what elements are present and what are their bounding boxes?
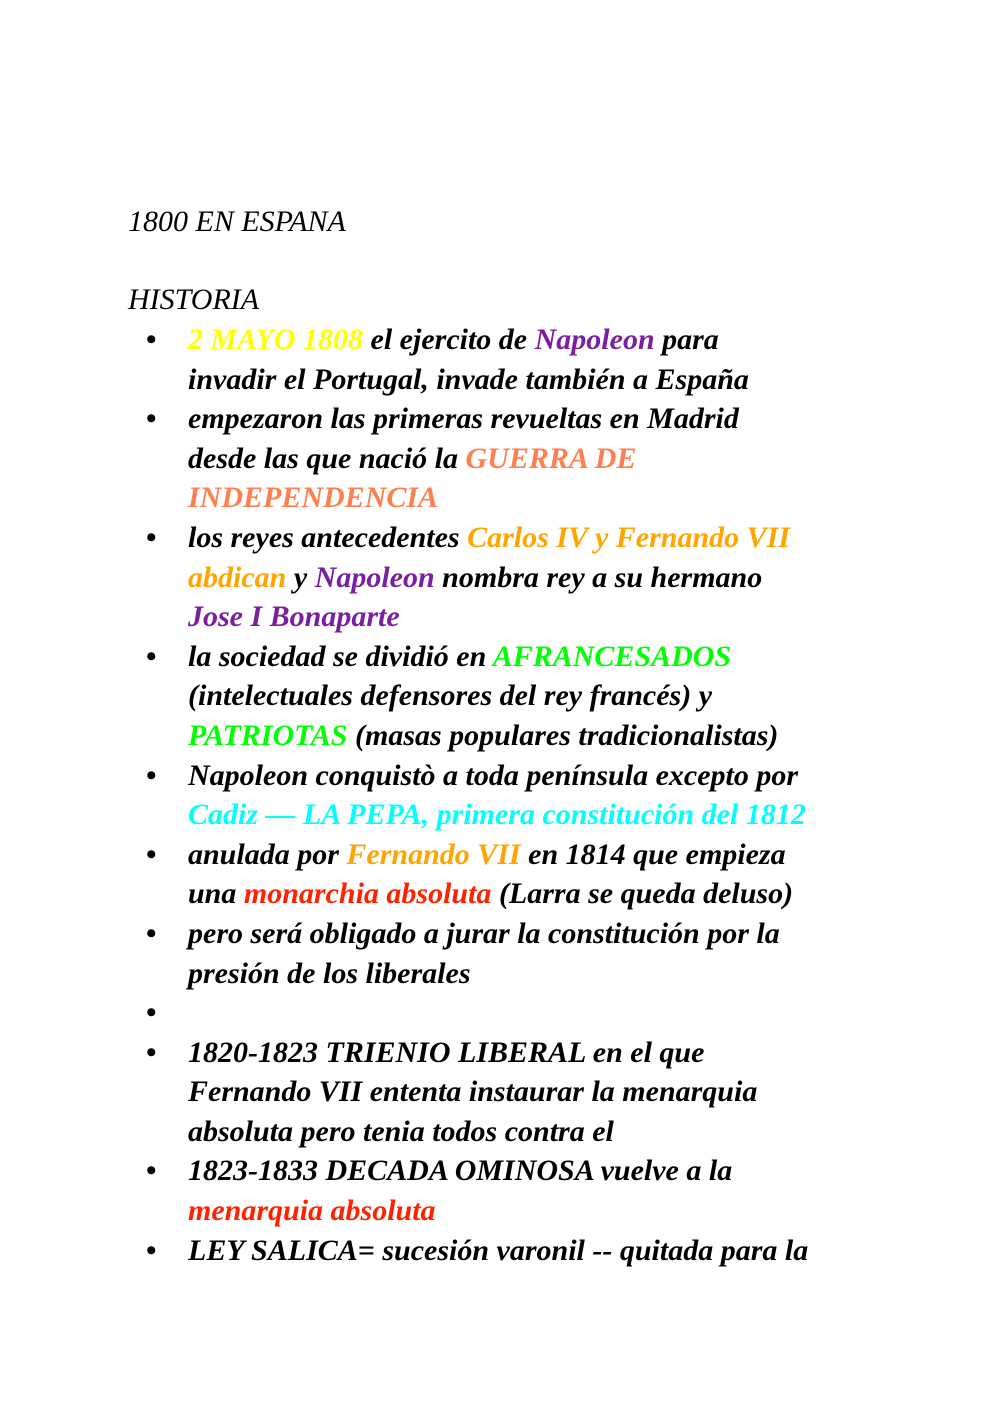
text-segment: la sociedad se dividió en <box>188 639 493 673</box>
bullet-marker-icon: • <box>146 1233 157 1267</box>
bullet-line <box>188 1072 940 1112</box>
text-segment: INDEPENDENCIA <box>188 481 439 515</box>
text-segment: empezaron las primeras revueltas en Madrid <box>188 402 739 436</box>
text-segment: Carlos IV y Fernando VII <box>467 520 790 554</box>
bullet-item <box>0 835 1000 914</box>
bullet-line <box>188 518 940 558</box>
text-segment: GUERRA DE <box>465 441 637 475</box>
text-segment: pero será obligado a jurar la constitución por la <box>188 916 780 950</box>
text-segment: Cadiz — LA PEPA, primera constitución del 1812 <box>188 798 806 832</box>
bullet-marker-icon: • <box>146 402 157 436</box>
bullet-item <box>0 914 1000 993</box>
text-segment: y <box>286 560 315 594</box>
text-segment: monarchia absoluta <box>243 877 492 911</box>
text-segment: 1820-1823 TRIENIO LIBERAL en el que <box>188 1035 705 1069</box>
text-segment: 2 MAYO 1808 <box>188 323 364 356</box>
text-segment: el ejercito de <box>363 323 535 356</box>
text-segment: 1823-1833 DECADA OMINOSA vuelve a la <box>188 1154 733 1188</box>
section-heading-historia: HISTORIA <box>128 283 260 316</box>
bullet-line <box>188 1033 940 1073</box>
bullet-line <box>188 1191 940 1231</box>
bullet-line <box>188 914 940 954</box>
bullet-marker-icon: • <box>146 837 157 871</box>
text-segment: Jose I Bonaparte <box>188 600 400 634</box>
bullet-item <box>0 1151 1000 1230</box>
bullet-line <box>188 1151 940 1191</box>
bullet-marker-icon: • <box>146 520 157 554</box>
bullet-line <box>188 993 940 1033</box>
bullet-line <box>188 320 940 360</box>
bullet-line <box>188 637 940 677</box>
bullet-item <box>0 399 1000 518</box>
text-segment: (masas populares tradicionalistas) <box>347 718 779 752</box>
bullet-line <box>188 1231 940 1271</box>
bullet-line <box>188 558 940 598</box>
text-segment: Napoleon conquistò a toda península excepto por <box>188 758 799 792</box>
bullet-item <box>0 637 1000 756</box>
bullet-line <box>188 874 940 914</box>
bullet-item <box>0 1033 1000 1152</box>
text-segment: en 1814 que empieza <box>520 837 786 871</box>
bullet-marker-icon: • <box>146 1154 157 1188</box>
text-segment: anulada por <box>188 837 347 871</box>
bullet-item <box>0 1231 1000 1271</box>
bullet-item <box>0 993 1000 1033</box>
bullet-line <box>188 716 940 756</box>
bullet-line <box>188 1112 940 1152</box>
text-segment: absoluta pero tenia todos contra el <box>188 1114 614 1148</box>
bullet-line <box>188 795 940 835</box>
bullet-item <box>0 756 1000 835</box>
bullet-item <box>0 518 1000 637</box>
document-title: 1800 EN ESPANA <box>128 205 346 238</box>
text-segment: desde las que nació la <box>188 441 466 475</box>
bullet-marker-icon: • <box>146 1035 157 1069</box>
bullet-line <box>188 597 940 637</box>
text-segment: Napoleon <box>314 560 435 594</box>
text-segment: abdican <box>188 560 287 594</box>
history-bullet-list <box>0 320 1000 1270</box>
bullet-line <box>188 676 940 716</box>
text-segment: los reyes antecedentes <box>188 520 468 554</box>
text-segment: AFRANCESADOS <box>492 639 732 673</box>
text-segment: (Larra se queda deluso) <box>491 877 794 911</box>
text-segment: LEY SALICA= sucesión varonil -- quitada para la <box>188 1233 809 1267</box>
text-segment: invadir el Portugal, invade también a España <box>188 362 749 396</box>
bullet-line <box>188 756 940 796</box>
text-segment: menarquia absoluta <box>188 1194 436 1228</box>
text-segment: para <box>654 323 719 356</box>
bullet-marker-icon: • <box>146 916 157 950</box>
text-segment: presión de los liberales <box>188 956 471 990</box>
bullet-item <box>0 320 1000 399</box>
bullet-marker-icon: • <box>146 323 157 356</box>
bullet-marker-icon: • <box>146 639 157 673</box>
bullet-marker-icon: • <box>146 996 157 1030</box>
bullet-line <box>188 439 940 479</box>
bullet-line <box>188 835 940 875</box>
text-segment: (intelectuales defensores del rey francés) y <box>188 679 713 713</box>
text-segment: Fernando VII <box>346 837 521 871</box>
text-segment: una <box>188 877 244 911</box>
bullet-line <box>188 478 940 518</box>
bullet-marker-icon: • <box>146 758 157 792</box>
bullet-line <box>188 954 940 994</box>
text-segment: Napoleon <box>534 323 655 356</box>
text-segment: PATRIOTAS <box>188 718 348 752</box>
text-segment: Fernando VII ententa instaurar la menarquia <box>188 1075 758 1109</box>
text-segment: nombra rey a su hermano <box>434 560 763 594</box>
bullet-line <box>188 360 940 400</box>
bullet-line <box>188 399 940 439</box>
